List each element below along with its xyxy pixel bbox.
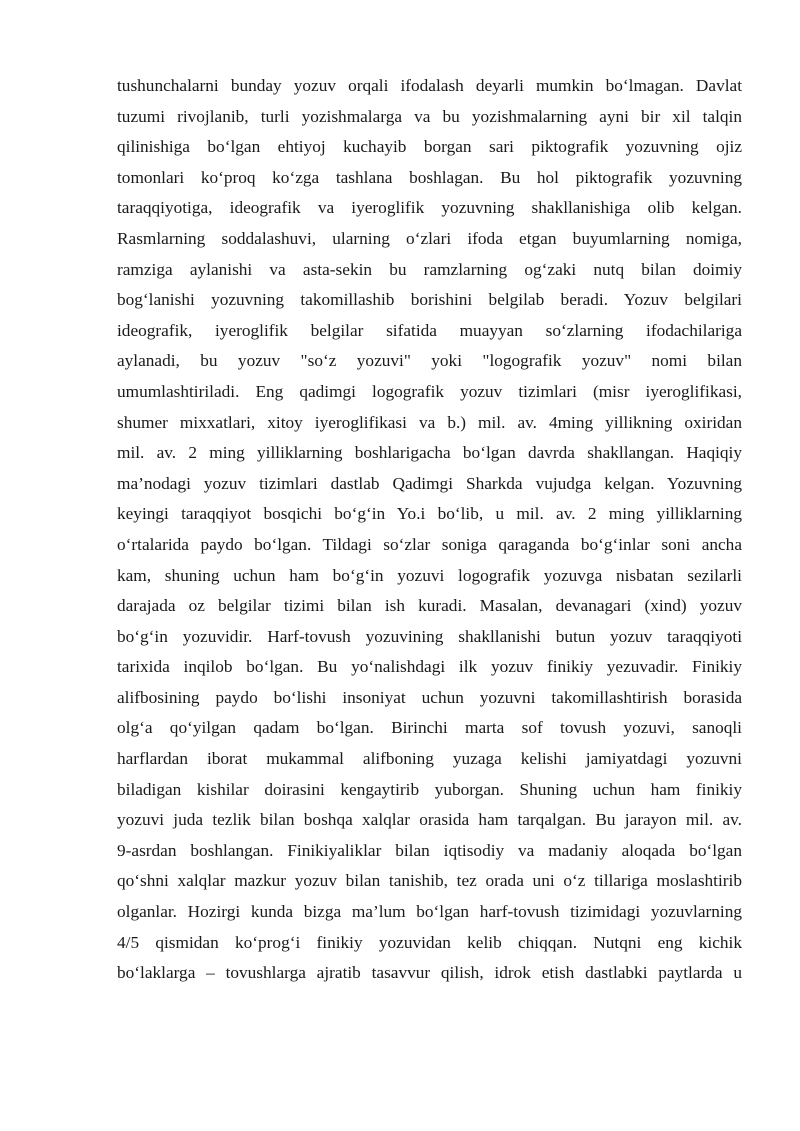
text-line: 9-asrdan boshlangan. Finikiyaliklar bilan iqtisodiy va madaniy aloqada bo‘lgan — [117, 840, 742, 860]
text-line: darajada oz belgilar tizimi bilan ish kuradi. Masalan, devanagari (xind) yozuv — [117, 596, 742, 616]
text-line: ideografik, iyeroglifik belgilar sifatida muayyan so‘zlarning ifodachilariga — [117, 320, 742, 340]
text-line: ramziga aylanishi va asta-sekin bu ramzlarning og‘zaki nutq bilan doimiy — [117, 259, 742, 279]
text-line: olg‘a qo‘yilgan qadam bo‘lgan. Birinchi marta sof tovush yozuvi, sanoqli — [117, 718, 742, 738]
text-line: bog‘lanishi yozuvning takomillashib borishini belgilab beradi. Yozuv belgilari — [117, 290, 742, 310]
text-line: harflardan iborat mukammal alifboning yuzaga kelishi jamiyatdagi yozuvni — [117, 749, 742, 769]
text-line: yozuvi juda tezlik bilan boshqa xalqlar orasida ham tarqalgan. Bu jarayon mil. av. — [117, 810, 742, 830]
text-line: 4/5 qismidan ko‘prog‘i finikiy yozuvidan kelib chiqqan. Nutqni eng kichik — [117, 932, 742, 952]
text-line: tarixida inqilob bo‘lgan. Bu yo‘nalishdagi ilk yozuv finikiy yezuvadir. Finikiy — [117, 657, 742, 677]
text-line: bo‘g‘in yozuvidir. Harf-tovush yozuvining shakllanishi butun yozuv taraqqiyoti — [117, 626, 742, 646]
text-line: bo‘laklarga – tovushlarga ajratib tasavvur qilish, idrok etish dastlabki paytlarda u — [117, 963, 742, 983]
body-paragraph — [117, 71, 742, 989]
text-line: o‘rtalarida paydo bo‘lgan. Tildagi so‘zlar soniga qaraganda bo‘g‘inlar soni ancha — [117, 534, 742, 554]
text-line: Rasmlarning soddalashuvi, ularning o‘zlari ifoda etgan buyumlarning nomiga, — [117, 228, 742, 248]
text-line: tomonlari ko‘proq ko‘zga tashlana boshlagan. Bu hol piktografik yozuvning — [117, 167, 742, 187]
text-line: biladigan kishilar doirasini kengaytirib yuborgan. Shuning uchun ham finikiy — [117, 779, 742, 799]
text-line: aylanadi, bu yozuv "so‘z yozuvi" yoki "logografik yozuv" nomi bilan — [117, 351, 742, 371]
text-line: kam, shuning uchun ham bo‘g‘in yozuvi logografik yozuvga nisbatan sezilarli — [117, 565, 742, 585]
text-line: qilinishiga bo‘lgan ehtiyoj kuchayib borgan sari piktografik yozuvning ojiz — [117, 137, 742, 157]
text-line: ma’nodagi yozuv tizimlari dastlab Qadimgi Sharkda vujudga kelgan. Yozuvning — [117, 473, 742, 493]
text-line: tuzumi rivojlanib, turli yozishmalarga va bu yozishmalarning ayni bir xil talqin — [117, 106, 742, 126]
text-line: taraqqiyotiga, ideografik va iyeroglifik yozuvning shakllanishiga olib kelgan. — [117, 198, 742, 218]
text-line: mil. av. 2 ming yilliklarning boshlarigacha bo‘lgan davrda shakllangan. Haqiqiy — [117, 443, 742, 463]
text-line: olganlar. Hozirgi kunda bizga ma’lum bo‘lgan harf-tovush tizimidagi yozuvlarning — [117, 902, 742, 922]
text-line: shumer mixxatlari, xitoy iyeroglifikasi va b.) mil. av. 4ming yillikning oxiridan — [117, 412, 742, 432]
document-page — [117, 71, 742, 989]
text-line: keyingi taraqqiyot bosqichi bo‘g‘in Yo.i bo‘lib, u mil. av. 2 ming yilliklarning — [117, 504, 742, 524]
text-line: umumlashtiriladi. Eng qadimgi logografik yozuv tizimlari (misr iyeroglifikasi, — [117, 381, 742, 401]
text-line: tushunchalarni bunday yozuv orqali ifodalash deyarli mumkin bo‘lmagan. Davlat — [117, 76, 742, 95]
text-line: alifbosining paydo bo‘lishi insoniyat uchun yozuvni takomillashtirish borasida — [117, 687, 742, 707]
text-line: qo‘shni xalqlar mazkur yozuv bilan tanishib, tez orada uni o‘z tillariga moslashtirib — [117, 871, 742, 891]
